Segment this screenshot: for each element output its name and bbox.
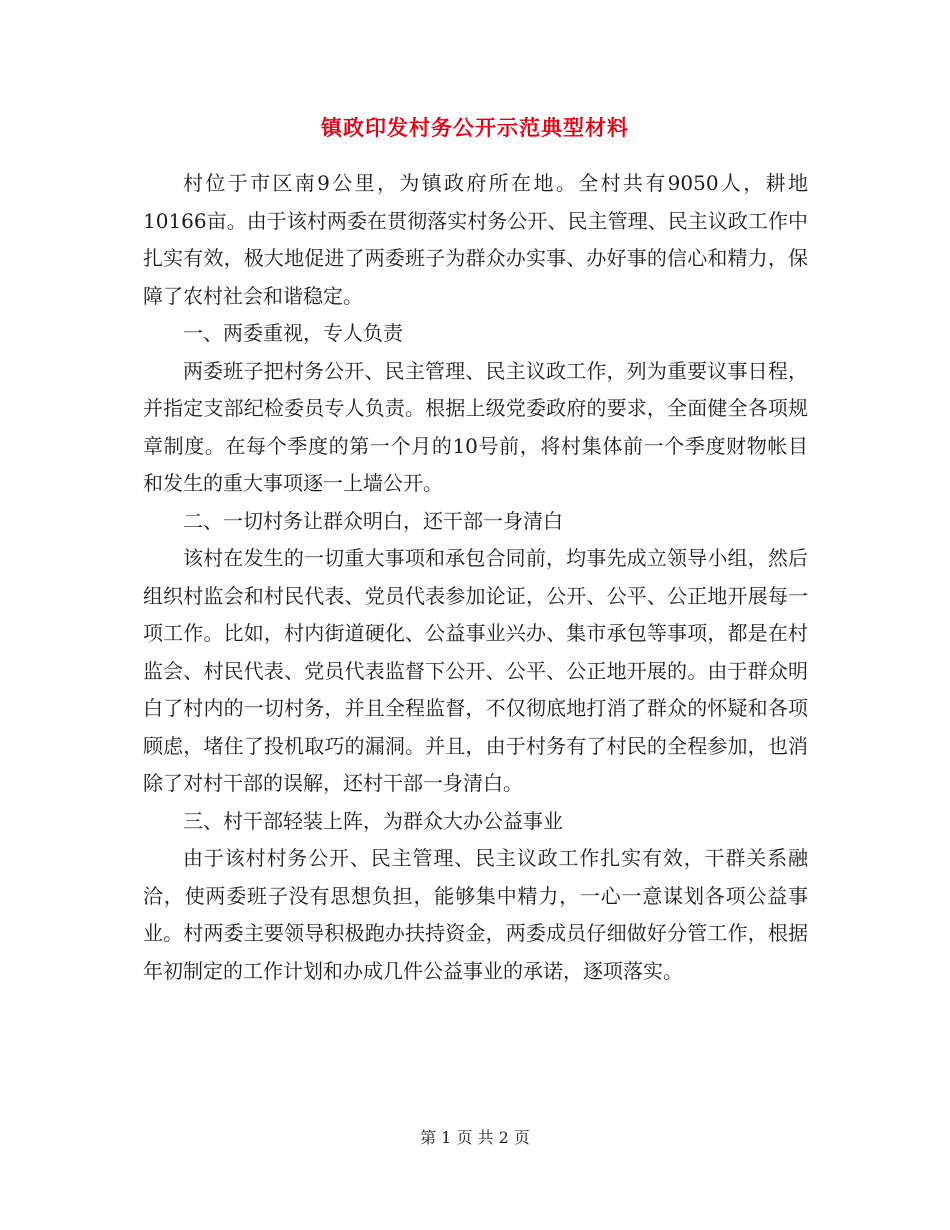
page-footer bbox=[0, 1125, 950, 1148]
paragraph-section-2: 该村在发生的一切重大事项和承包合同前，均事先成立领导小组，然后组织村监会和村民代表、党员代表参加论证，公开、公平、公正地开展每一项工作。比如，村内街道硬化、公益事业兴办、集市承包等事项，都是在村监会、村民代表、党员代表监督下公开、公平、公正地开展的。由于群众明白了村内的一切村务，并且全程监督，不仅彻底地打消了群众的怀疑和各项顾虑，堵住了投机取巧的漏洞。并且，由于村务有了村民的全程参加，也消除了对村干部的误解，还村干部一身清白。 bbox=[143, 546, 808, 795]
paragraph-section-3: 由于该村村务公开、民主管理、民主议政工作扎实有效，干群关系融洽，使两委班子没有思想负担，能够集中精力，一心一意谋划各项公益事业。村两委主要领导积极跑办扶持资金，两委成员仔细做好分管工作，根据年初制定的工作计划和办成几件公益事业的承诺，逐项落实。 bbox=[143, 846, 808, 983]
document-title: 镇政印发村务公开示范典型材料 bbox=[321, 116, 629, 140]
section-heading-2: 二、一切村务让群众明白，还干部一身清白 bbox=[183, 508, 563, 533]
page-number-label: 第 1 页 共 2 页 bbox=[420, 1128, 530, 1147]
section-heading-1: 一、两委重视，专人负责 bbox=[183, 321, 403, 345]
paragraph-intro: 村位于市区南9公里，为镇政府所在地。全村共有9050人，耕地10166亩。由于该村两委在贯彻落实村务公开、民主管理、民主议政工作中扎实有效，极大地促进了两委班子为群众办实事、办好事的信心和精力，保障了农村社会和谐稳定。 bbox=[143, 171, 808, 308]
paragraph-section-1: 两委班子把村务公开、民主管理、民主议政工作，列为重要议事日程，并指定支部纪检委员专人负责。根据上级党委政府的要求，全面健全各项规章制度。在每个季度的第一个月的10号前，将村集体前一个季度财物帐目和发生的重大事项逐一上墙公开。 bbox=[143, 358, 808, 495]
document-body bbox=[143, 165, 808, 990]
section-heading-3: 三、村干部轻装上阵，为群众大办公益事业 bbox=[183, 808, 563, 833]
